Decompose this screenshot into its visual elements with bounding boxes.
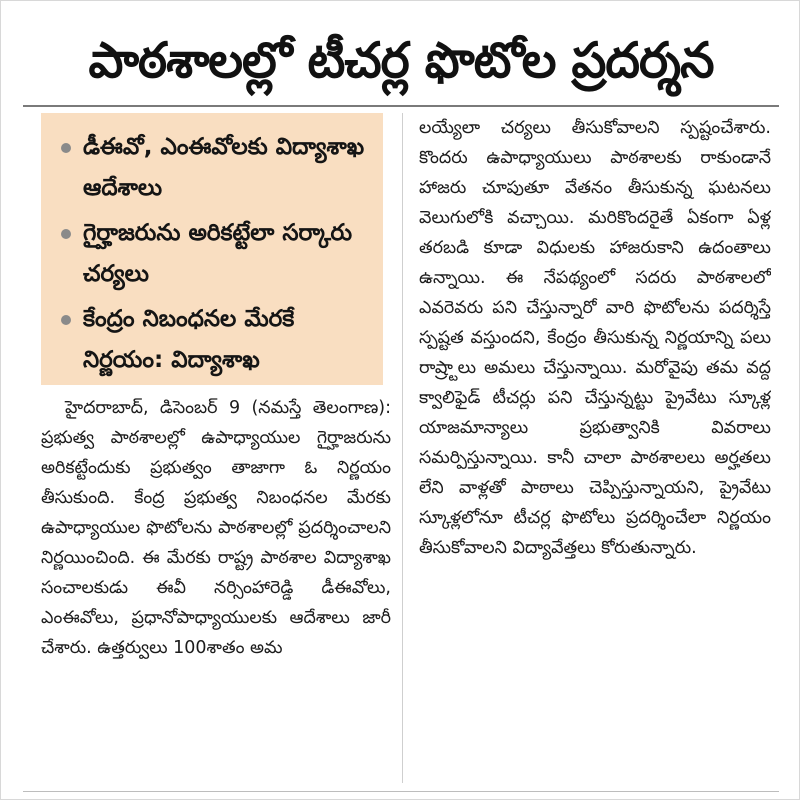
bullet-icon — [61, 143, 71, 153]
article-column-right — [419, 113, 771, 785]
highlight-item — [61, 213, 373, 295]
article-column-left — [41, 393, 391, 785]
highlight-item — [61, 127, 373, 209]
headline: పాఠశాలల్లో టీచర్ల ఫొటోల ప్రదర్శన — [88, 32, 714, 89]
highlight-text: డీఈవో, ఎంఈవోలకు విద్యాశాఖ ఆదేశాలు — [83, 134, 365, 201]
highlight-item — [61, 299, 373, 381]
article-body-right: లయ్యేలా చర్యలు తీసుకోవాలని స్పష్టంచేశారు. కొందరు ఉపాధ్యాయులు పాఠశాలకు రాకుండానే హాజరు చూపుతూ వేతనం తీసుకున్న ఘటనలు వెలుగులోకి వచ్చాయి. మరికొందరైతే ఏకంగా ఏళ్ల తరబడి కూడా విధులకు హాజరుకాని ఉదంతాలు ఉన్నాయి. ఈ నేపథ్యంలో సదరు పాఠశాలలో ఎవరెవరు పని చేస్తున్నారో వారి ఫొటోలను పదర్శిస్తే స్పష్టత వస్తుందని, కేంద్రం తీసుకున్న నిర్ణయాన్ని పలు రాష్ర్టాలు అమలు చేస్తున్నాయి. మరోవైపు తమ వద్ద క్వాలిఫైడ్‌ టీచర్లు పని చేస్తున్నట్టు ప్రైవేటు స్కూళ్ల యాజమాన్యాలు ప్రభుత్వానికి వివరాలు సమర్పిస్తున్నాయి. కానీ చాలా పాఠశాలలు అర్హతలు లేని వాళ్లతో పాఠాలు చెప్పిస్తున్నాయని, ప్రైవేటు స్కూళ్లలోనూ టీచర్ల ఫొటోలు ప్రదర్శించేలా నిర్ణయం తీసుకోవాలని విద్యావేత్తలు కోరుతున్నారు. — [419, 118, 771, 558]
article-body-left: హైదరాబాద్‌, డిసెంబర్‌ 9 (నమస్తే తెలంగాణ): ప్రభుత్వ పాఠశాలల్లో ఉపాధ్యాయుల గైర్హాజరును అరికట్టేందుకు ప్రభుత్వం తాజాగా ఓ నిర్ణయం తీసుకుంది. కేంద్ర ప్రభుత్వ నిబంధనల మేరకు ఉపాధ్యాయుల ఫొటోలను పాఠశాలల్లో ప్రదర్శించాలని నిర్ణయించింది. ఈ మేరకు రాష్ట్ర పాఠశాల విద్యాశాఖ సంచాలకుడు ఈవీ నర్సింహారెడ్డి డీఈవోలు, ఎంఈవోలు, ప్రధానోపాధ్యాయులకు ఆదేశాలు జారీ చేశారు. ఉత్తర్వులు 100శాతం అమ — [41, 398, 391, 658]
bullet-icon — [61, 315, 71, 325]
highlights-box — [41, 113, 383, 385]
highlight-text: కేంద్రం నిబంధనల మేరకే నిర్ణయం: విద్యాశాఖ — [83, 306, 295, 373]
column-divider — [402, 113, 403, 783]
headline-rule — [23, 105, 779, 107]
bullet-icon — [61, 229, 71, 239]
highlight-text: గైర్హాజరును అరికట్టేలా సర్కారు చర్యలు — [83, 220, 353, 287]
bottom-rule — [23, 791, 779, 792]
